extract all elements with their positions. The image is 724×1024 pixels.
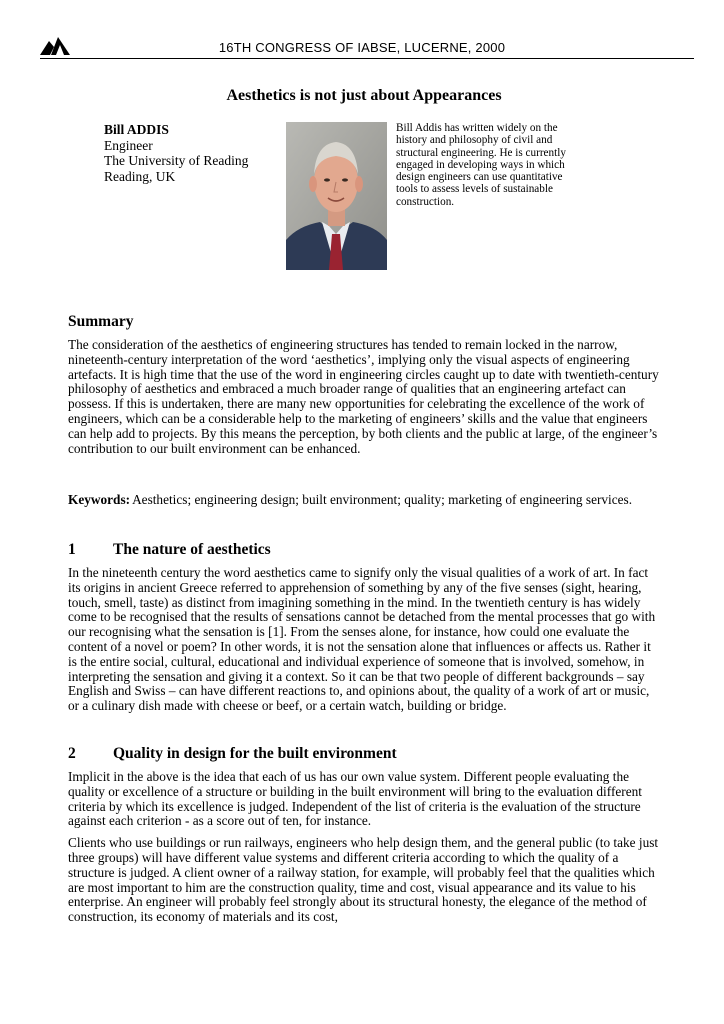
summary-paragraph: The consideration of the aesthetics of engineering structures has tended to remain locked in the narrow, nineteenth-century interpretation of the word ‘aesthetics’, implying only the visual aspects of engineering artefacts. It is high time that the use of the word in engineering circles caught up to date with twentieth-century philosophy of aesthetics and embraced a much broader range of qualities that an engineering artefact can possess. If this is undertaken, there are many new opportunities for celebrating the excellence of the work of engineers, which can be a considerable help to the marketing of engineers’ skills and the value that engineers can help add to projects. By this means the perception, by both clients and the public at large, of the engineer’s contribution to our built environment can be enhanced. [68,337,659,456]
author-portrait [286,122,387,270]
section-2-title: Quality in design for the built environment [113,745,397,762]
section-2-paragraph-1: Implicit in the above is the idea that each of us has our own value system. Different people evaluating the quality or excellence of a structure or building in the built environment will bring to the evaluation different criteria by which its excellence is judged. Independent of the list of criteria is the evaluation of the structure against each criterion - as a score out of ten, for instance. [68,769,642,829]
section-1-body [68,566,660,714]
paper-title: Aesthetics is not just about Appearances [226,87,502,104]
section-1-heading [68,541,271,559]
author-name: Bill ADDIS [104,122,169,137]
header-divider [40,58,694,59]
section-2-number: 2 [68,745,76,762]
author-block [104,122,284,184]
keywords [68,493,668,508]
section-2-body [68,770,660,925]
summary-heading: Summary [68,313,134,330]
author-role: Engineer [104,137,153,153]
running-header: 16TH CONGRESS OF IABSE, LUCERNE, 2000 [218,40,506,55]
section-1-title: The nature of aesthetics [113,541,271,558]
author-affiliation: The University of Reading [104,153,249,168]
author-bio: Bill Addis has written widely on the history and philosophy of civil and structural engineering. He is currently engaged in developing ways in which design engineers can use quantitative tools to assess levels of sustainable construction. [396,122,566,208]
section-2-heading [68,745,397,763]
section-1-number: 1 [68,541,76,558]
keywords-label: Keywords: [68,492,131,507]
keywords-text: Aesthetics; engineering design; built environment; quality; marketing of engineering services. [132,492,633,507]
section-1-paragraph: In the nineteenth century the word aesthetics came to signify only the visual qualities of a work of art. In fact its origins in ancient Greece referred to apprehension of something by any of the five senses (sight, hearing, touch, smell, taste) as distinct from imagining something in the mind. In the twentieth century is has widely come to be recognised that the results of sensations cannot be detached from the mental processes that go with our recognising what the sensation is [1]. From the senses alone, for instance, how could one evaluate the content of a novel or poem? In other words, it is not the sensation alone that influences or affects us. Rather it is the entire social, cultural, educational and individual experience of someone that is involved, somehow, in interpreting the sensation and giving it a context. So it can be that two people of different backgrounds – say English and Swiss – can have different reactions to, and opinions about, the quality of a work of art or music, or a culinary dish made with cheese or beef, or a certain watch, building or bridge. [68,565,656,714]
section-2-paragraph-2: Clients who use buildings or run railways, engineers who help design them, and the general public (to take just three groups) will have different value systems and different criteria according to which the quality of a structure is judged. A client owner of a railway station, for example, will probably feel that the qualities which are most important to him are the construction quality, time and cost, visual appearance and its value to his enterprise. An engineer will probably feel strongly about its structural honesty, the elegance of the method of construction, its economy of materials and its cost, [68,835,659,925]
author-location: Reading, UK [104,168,176,184]
summary-text [68,338,660,456]
